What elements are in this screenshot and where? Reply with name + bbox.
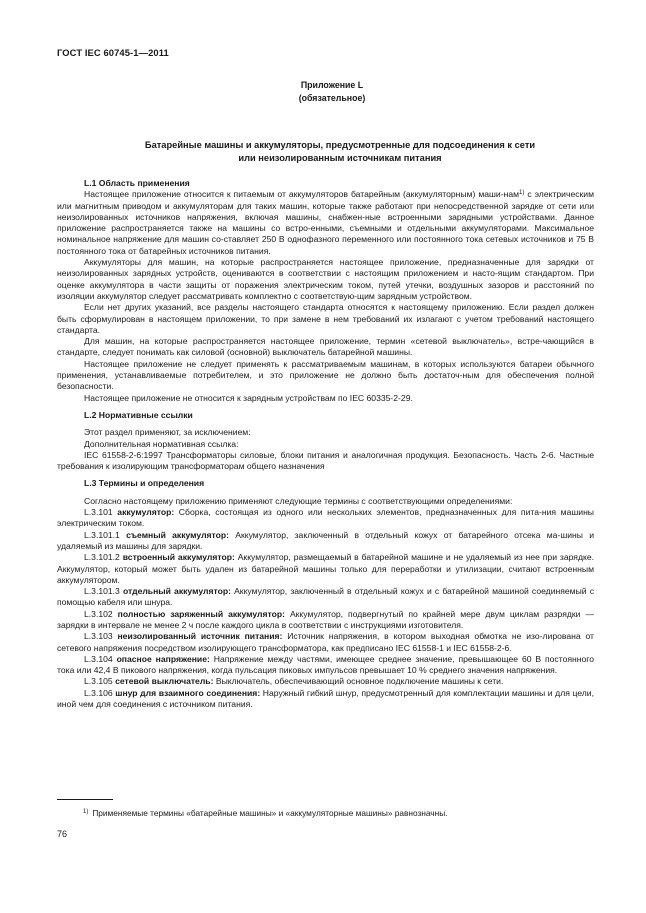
page-number: 76: [57, 829, 68, 839]
term-definition: [57, 552, 594, 586]
term-text: Аккумулятор, заключенный в отдельный кожух от батарейного отсека ма-шины и удаляемый из машины для зарядки.: [57, 529, 594, 551]
section-heading-l2: L.2 Нормативные ссылки: [84, 409, 193, 420]
paragraph-text: Настоящее приложение относится к питаемым от аккумуляторов батарейным (аккумуляторным) маши-нам: [84, 189, 520, 200]
footnote-mark: 1): [83, 809, 89, 815]
term-definition: [57, 688, 594, 711]
paragraph: [57, 189, 594, 257]
term-text: Выключатель, обеспечивающий основное подключение машины к сети.: [213, 676, 504, 687]
term-text: Источник напряжения, в котором выходная обмотка не изо-лирована от сетевого напряжения посредством изолирующего трансформатора, как предписано IEC 61558-1 и IEC 61558-2-6.: [57, 631, 594, 653]
section-heading-l3: L.3 Термины и определения: [84, 478, 205, 489]
paragraph: Настоящее приложение не относится к зарядным устройствам по IEC 60335-2-29.: [84, 392, 413, 403]
term-number: L.3.102: [84, 608, 118, 619]
section-heading-l1: L.1 Область применения: [84, 178, 190, 188]
term-name: полностью заряженный аккумулятор:: [117, 608, 285, 619]
term-text: Сборка, состоящая из одного или нескольких элементов, предназначенных для пита-ния машины электрическим током.: [57, 507, 594, 529]
term-name: сетевой выключатель:: [115, 676, 214, 687]
annex-title-line-1: Батарейные машины и аккумуляторы, предусмотренные для подсоединения к сети: [144, 140, 536, 150]
term-number: L.3.104: [84, 653, 117, 664]
term-name: съемный аккумулятор:: [126, 529, 229, 540]
term-definition: [57, 586, 594, 609]
annex-name: Приложение L: [300, 80, 364, 90]
paragraph: Согласно настоящему приложению применяют следующие термины с соответствующими определениями:: [84, 495, 513, 506]
term-definition: [57, 530, 594, 553]
term-definition: [57, 507, 594, 530]
paragraph-text: с электрическим или магнитным приводом и аккумуляторам для таких машин, которые также работают при непосредственной зарядке от сети или неизолированных источников напряжения, включая машины, снабжен-ные встроенными зарядными устройствами. Данное приложение распространяется также на машины со встро-енными, съемными и отдельными аккумуляторами. Максимальное номинальное напряжение для машин со-ставляет 250 В однофазного переменного или постоянного тока сетевых источников и 75 В постоянного тока от батарейных источников питания.: [57, 189, 594, 256]
term-number: L.3.103: [84, 631, 118, 642]
term-number: L.3.105: [84, 676, 116, 687]
term-number: L.3.106: [84, 687, 116, 698]
term-text: Аккумулятор, заключенный в отдельный кожух и с батарейной машиной соединяемый с помощью кабеля или шнура.: [57, 586, 594, 608]
term-number: L.3.101.2: [84, 552, 123, 563]
footnote-divider: [57, 799, 113, 800]
paragraph: Настоящее приложение не следует применять к рассматриваемым машинам, в которых используются батареи обычного применения, устанавливаемые потребителем, и это приложение не должно быть достаточ-ным для обеспечения полной безопасности.: [57, 358, 594, 392]
paragraph: IEC 61558-2-6:1997 Трансформаторы силовые, блоки питания и аналогичная продукция. Безопасность. Часть 2-6. Частные требования к изолирующим трансформаторам общего назначения: [57, 449, 594, 472]
annex-status: (обязательное): [298, 92, 366, 103]
term-text: Аккумулятор, подвергнутый по крайней мере двум циклам разрядки — зарядки в интервале не менее 2 ч после каждого цикла в соответствии с инструкциями изготовителя.: [57, 608, 595, 630]
term-name: опасное напряжение:: [116, 653, 210, 664]
term-definition: [57, 609, 594, 632]
paragraph: Для машин, на которые распространяется настоящее приложение, термин «сетевой выключатель», встре-чающийся в стандарте, следует понимать как силовой (основной) выключатель батарейной машины.: [57, 336, 594, 358]
term-name: неизолированный источник питания:: [117, 631, 283, 642]
term-definition: [57, 676, 594, 687]
term-text: Наружный гибкий шнур, предусмотренный для комплектации машины и для цели, иной чем для соединения с источником питания.: [57, 687, 594, 710]
annex-heading: [0, 79, 646, 104]
term-number: L.3.101.1: [84, 529, 127, 540]
term-text: Напряжение между частями, имеющее среднее значение, превышающее 60 В постоянного тока или 42,4 В пикового напряжения, когда пульсация пиковых импульсов превышает 10 % среднего значения напряжения.: [57, 653, 594, 676]
term-number: L.3.101: [84, 507, 118, 518]
term-name: отдельный аккумулятор:: [122, 586, 231, 597]
annex-title: [70, 139, 610, 165]
paragraph: Этот раздел применяют, за исключением:: [84, 427, 251, 438]
footnote-text: Применяемые термины «батарейные машины» и «аккумуляторные машины» равнозначны.: [92, 808, 448, 818]
term-definition: [57, 654, 594, 677]
term-name: встроенный аккумулятор:: [122, 552, 235, 563]
paragraph: Аккумуляторы для машин, на которые распространяется настоящее приложение, предназначенные для зарядки от неизолированных зарядных устройств, оцениваются в соответствии с настоящим приложением и насто-ящим стандартом. При оценке аккумулятора в части защиты от поражения электрическим током, путей утечки, воздушных зазоров и расстояний по изоляции аккумулятор следует рассматривать комплектно с соответствую-щим зарядным устройством.: [57, 257, 594, 301]
term-definition: [57, 631, 594, 654]
standard-header: ГОСТ IEC 60745-1—2011: [57, 47, 169, 58]
document-body: [57, 178, 594, 710]
footnote: [83, 807, 448, 819]
annex-title-line-2: или неизолированным источникам питания: [238, 153, 442, 163]
paragraph: Дополнительная нормативная ссылка:: [84, 438, 239, 449]
term-text: Аккумулятор, размещаемый в батарейной машине и не удаляемый из нее при зарядке. Аккумулятор, который может быть удален из батарейной машины только для переработки и утилизации, считают встроенным аккумулятором.: [57, 552, 594, 585]
paragraph: Если нет других указаний, все разделы настоящего стандарта относятся к настоящему приложению. Если раздел должен быть сформулирован в настоящем приложении, то при замене в нем требований их излагают с учетом требований настоящего стандарта.: [57, 302, 594, 335]
footnote-ref: 1): [519, 190, 525, 197]
term-name: аккумулятор:: [117, 507, 175, 518]
term-number: L.3.101.3: [84, 586, 123, 597]
term-name: шнур для взаимного соединения:: [115, 687, 261, 698]
